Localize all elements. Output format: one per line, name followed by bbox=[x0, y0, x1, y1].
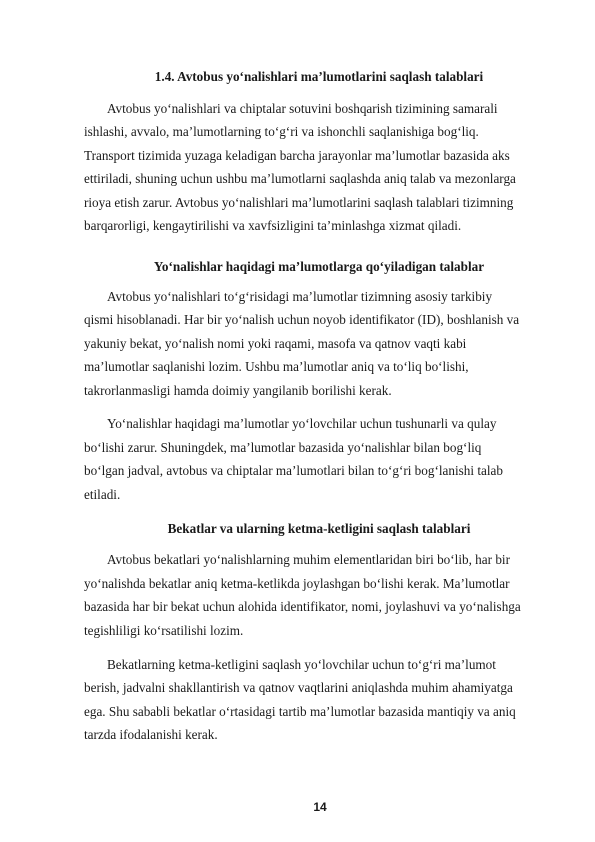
paragraph-line: tarzda ifodalanishi kerak. bbox=[84, 727, 218, 742]
paragraph-line: tegishliligi ko‘rsatilishi lozim. bbox=[84, 623, 244, 638]
paragraph-line: bazasida har bir bekat uchun alohida identifikator, nomi, joylashuvi va yo‘nalishga bbox=[84, 599, 521, 614]
paragraph-line: yo‘nalishda bekatlar aniq ketma-ketlikda joylashgan bo‘lishi kerak. Ma’lumotlar bbox=[84, 576, 510, 591]
subheading-stops: Bekatlar va ularning ketma-ketligini saqlash talablari bbox=[167, 521, 471, 536]
paragraph-line: ishlashi, avvalo, ma’lumotlarning to‘g‘ri va ishonchli saqlanishiga bog‘liq. bbox=[84, 124, 479, 139]
paragraph-line: berish, jadvalni shakllantirish va qatnov vaqtlarini aniqlashda muhim ahamiyatga bbox=[84, 680, 513, 695]
paragraph-line: etiladi. bbox=[84, 487, 121, 502]
paragraph-line: Avtobus yo‘nalishlari va chiptalar sotuvini boshqarish tizimining samarali bbox=[107, 101, 498, 116]
section-title: 1.4. Avtobus yo‘nalishlari ma’lumotlarini saqlash talablari bbox=[154, 69, 484, 84]
paragraph-line: Bekatlarning ketma-ketligini saqlash yo‘lovchilar uchun to‘g‘ri ma’lumot bbox=[107, 657, 496, 672]
page-number: 14 bbox=[313, 800, 327, 814]
paragraph-line: Avtobus bekatlari yo‘nalishlarning muhim elementlaridan biri bo‘lib, har bir bbox=[107, 552, 510, 567]
paragraph-line: barqarorligi, kengaytirilishi va xavfsizligini ta’minlashga xizmat qiladi. bbox=[84, 218, 462, 233]
subheading-routes: Yo‘nalishlar haqidagi ma’lumotlarga qo‘yiladigan talablar bbox=[153, 259, 485, 274]
paragraph-line: yakuniy bekat, yo‘nalish nomi yoki raqami, masofa va qatnov vaqti kabi bbox=[84, 336, 467, 351]
paragraph-line: bo‘lgan jadval, avtobus va chiptalar ma’lumotlari bilan to‘g‘ri bog‘lanishi talab bbox=[84, 463, 503, 478]
paragraph-line: ma’lumotlar saqlanishi lozim. Ushbu ma’lumotlar aniq va to‘liq bo‘lishi, bbox=[84, 359, 469, 374]
paragraph-line: rioya etish zarur. Avtobus yo‘nalishlari ma’lumotlarini saqlash talablari tizimning bbox=[84, 195, 514, 210]
paragraph-line: Yo‘nalishlar haqidagi ma’lumotlar yo‘lovchilar uchun tushunarli va qulay bbox=[107, 416, 497, 431]
paragraph-line: qismi hisoblanadi. Har bir yo‘nalish uchun noyob identifikator (ID), boshlanish va bbox=[84, 312, 520, 327]
paragraph-line: bo‘lishi zarur. Shuningdek, ma’lumotlar bazasida yo‘nalishlar bilan bog‘liq bbox=[84, 440, 482, 455]
paragraph-line: Transport tizimida yuzaga keladigan barcha jarayonlar ma’lumotlar bazasida aks bbox=[84, 148, 510, 163]
paragraph-line: Avtobus yo‘nalishlari to‘g‘risidagi ma’lumotlar tizimning asosiy tarkibiy bbox=[107, 289, 493, 304]
paragraph-line: ega. Shu sababli bekatlar o‘rtasidagi tartib ma’lumotlar bazasida mantiqiy va aniq bbox=[84, 704, 516, 719]
paragraph-line: ettiriladi, shuning uchun ushbu ma’lumotlarni saqlashda aniq talab va mezonlarga bbox=[84, 171, 516, 186]
paragraph-line: takrorlanmasligi hamda doimiy yangilanib borilishi kerak. bbox=[84, 383, 392, 398]
